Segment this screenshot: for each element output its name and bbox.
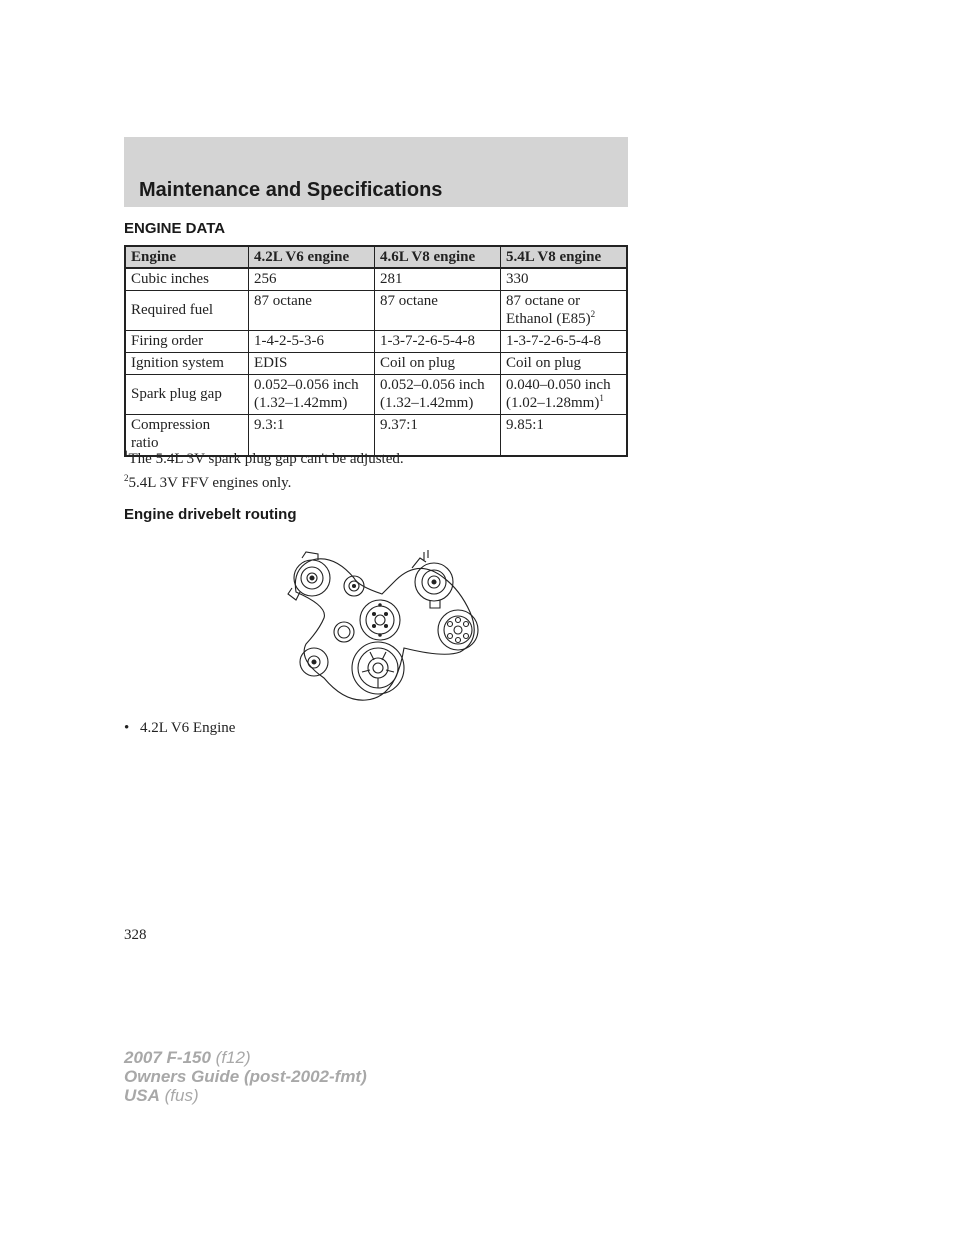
cell-line: 87 octane or bbox=[506, 293, 581, 309]
cell-line: (1.02–1.28mm) bbox=[506, 395, 600, 411]
table-cell: 9.85:1 bbox=[501, 415, 628, 457]
table-row bbox=[125, 375, 627, 415]
table-cell bbox=[249, 375, 375, 415]
table-cell: 87 octane bbox=[375, 291, 501, 331]
bullet-dot: • bbox=[124, 720, 130, 736]
table-cell bbox=[501, 291, 628, 331]
cell-line: 0.040–0.050 inch bbox=[506, 377, 611, 393]
row-label: Ignition system bbox=[125, 353, 249, 375]
footnote-mark: 2 bbox=[124, 473, 129, 483]
footer-line-1 bbox=[124, 1048, 367, 1067]
footer-model-code: (f12) bbox=[210, 1048, 251, 1067]
table-header-cell: 5.4L V8 engine bbox=[501, 246, 628, 268]
row-label: Cubic inches bbox=[125, 268, 249, 291]
cell-line: 0.052–0.056 inch bbox=[254, 377, 359, 393]
crankshaft-pulley bbox=[352, 642, 404, 694]
row-label: Firing order bbox=[125, 331, 249, 353]
page-title: Maintenance and Specifications bbox=[139, 179, 443, 201]
table-header-row bbox=[125, 246, 627, 268]
table-cell: 87 octane bbox=[249, 291, 375, 331]
table-header-cell: 4.2L V6 engine bbox=[249, 246, 375, 268]
page-number: 328 bbox=[124, 927, 147, 943]
table-row bbox=[125, 353, 627, 375]
tensioner-pulley bbox=[300, 648, 328, 676]
lower-idler-pulley bbox=[334, 622, 354, 642]
cell-line: Ethanol (E85) bbox=[506, 311, 591, 327]
header-band bbox=[124, 137, 628, 207]
engine-data-table bbox=[124, 245, 628, 457]
table-row bbox=[125, 331, 627, 353]
ac-compressor-pulley bbox=[438, 610, 478, 650]
list-item bbox=[124, 719, 235, 737]
table-cell: 1-4-2-5-3-6 bbox=[249, 331, 375, 353]
table-cell: 1-3-7-2-6-5-4-8 bbox=[501, 331, 628, 353]
footer-model: 2007 F-150 bbox=[124, 1048, 211, 1067]
table-cell: 9.37:1 bbox=[375, 415, 501, 457]
table-cell: 281 bbox=[375, 268, 501, 291]
table-cell: EDIS bbox=[249, 353, 375, 375]
water-pump-pulley bbox=[360, 600, 400, 640]
drivebelt-routing-diagram bbox=[284, 548, 484, 702]
cell-line: (1.32–1.42mm) bbox=[254, 395, 348, 411]
footer-line-2 bbox=[124, 1067, 367, 1086]
row-label: Required fuel bbox=[125, 291, 249, 331]
table-row bbox=[125, 268, 627, 291]
table-header-cell: 4.6L V8 engine bbox=[375, 246, 501, 268]
footer-market: USA bbox=[124, 1086, 160, 1105]
footer-guide: Owners Guide (post-2002-fmt) bbox=[124, 1067, 367, 1086]
drivebelt bbox=[295, 559, 474, 700]
footer-line-3 bbox=[124, 1086, 367, 1105]
footer-market-code: (fus) bbox=[159, 1086, 199, 1105]
cell-line: 0.052–0.056 inch bbox=[380, 377, 485, 393]
table-header-cell: Engine bbox=[125, 246, 249, 268]
list-item-text: 4.2L V6 Engine bbox=[140, 720, 236, 736]
footnote-mark: 1 bbox=[599, 393, 604, 403]
table-cell bbox=[375, 375, 501, 415]
footnote-text: 5.4L 3V FFV engines only. bbox=[128, 475, 292, 491]
table-cell: Coil on plug bbox=[375, 353, 501, 375]
cell-line: Compression bbox=[131, 417, 211, 433]
footnote-2 bbox=[124, 474, 291, 492]
subsection-title-drivebelt: Engine drivebelt routing bbox=[124, 506, 297, 523]
table-cell: 1-3-7-2-6-5-4-8 bbox=[375, 331, 501, 353]
table-cell: 256 bbox=[249, 268, 375, 291]
cell-line: (1.32–1.42mm) bbox=[380, 395, 474, 411]
cell-line: ratio bbox=[131, 435, 159, 451]
table-cell bbox=[501, 375, 628, 415]
table-cell: 330 bbox=[501, 268, 628, 291]
table-cell: Coil on plug bbox=[501, 353, 628, 375]
footnote-mark: 2 bbox=[590, 309, 596, 319]
document-footer bbox=[124, 1048, 367, 1105]
section-title-engine-data: ENGINE DATA bbox=[124, 220, 226, 237]
footnote-1 bbox=[124, 450, 404, 468]
footnote-text: The 5.4L 3V spark plug gap can't be adjusted. bbox=[128, 451, 404, 467]
footnote-mark: 1 bbox=[124, 449, 129, 459]
table-row bbox=[125, 291, 627, 331]
row-label: Spark plug gap bbox=[125, 375, 249, 415]
table-cell: 9.3:1 bbox=[249, 415, 375, 457]
power-steering-pulley bbox=[412, 550, 453, 608]
